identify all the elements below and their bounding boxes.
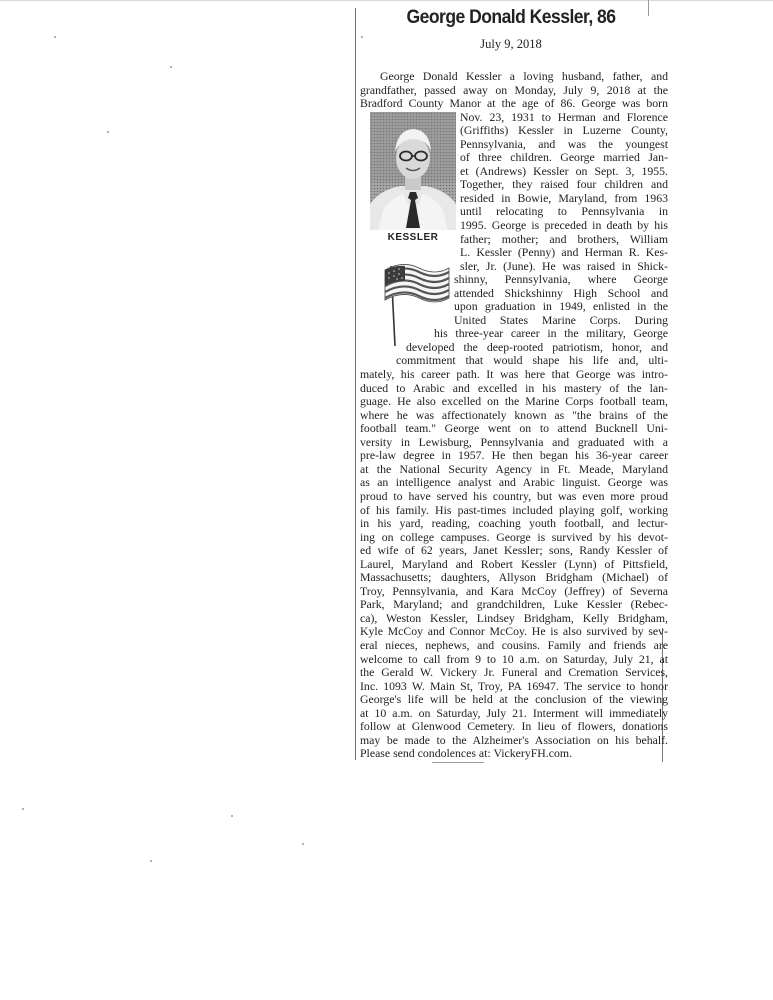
body-line: guage. He also excelled on the Marine Corps football team,: [360, 394, 668, 409]
body-line: at 10 a.m. on Saturday, July 21. Interment will immediately: [360, 705, 668, 720]
body-line: may be made to the Alzheimer's Association on his behalf.: [360, 732, 668, 747]
body-line: George's life will be held at the conclusion of the viewing: [360, 692, 668, 707]
body-line: his three-year career in the military, George: [434, 326, 668, 341]
body-line: the Gerald W. Vickery Jr. Funeral and Cremation Services,: [360, 665, 668, 680]
body-line: follow at Glenwood Cemetery. In lieu of flowers, donations: [360, 719, 668, 734]
photo-caption: KESSLER: [387, 232, 439, 243]
scan-speck: [231, 815, 233, 817]
scan-speck: [302, 843, 304, 845]
body-line: shinny, Pennsylvania, where George: [454, 272, 668, 287]
body-line: sler, Jr. (June). He was raised in Shick-: [460, 258, 668, 273]
body-line: pre-law degree in 1957. He then began his 36-year career: [360, 448, 668, 463]
scan-speck: [150, 860, 152, 862]
body-line: welcome to call from 9 to 10 a.m. on Saturday, July 21, at: [360, 651, 668, 666]
scan-speck: [361, 36, 363, 38]
body-line: in his yard, reading, coaching youth football, and lectur-: [360, 516, 668, 531]
scan-speck: [107, 131, 109, 133]
body-line: where he was affectionately known as "the brains of the: [360, 407, 668, 422]
body-line: Together, they raised four children and: [460, 177, 668, 192]
body-line: mately, his career path. It was here that George was intro-: [360, 367, 668, 382]
scan-speck: [54, 36, 56, 38]
clipping-bottom-rule: [432, 762, 484, 763]
body-line: upon graduation in 1949, enlisted in the: [454, 299, 668, 314]
body-line: until relocating to Pennsylvania in: [460, 204, 668, 219]
obituary-date: July 9, 2018: [480, 37, 542, 51]
body-line: commitment that would shape his life and, ulti-: [396, 353, 668, 368]
body-line: (Griffiths) Kessler in Luzerne County,: [460, 123, 668, 138]
body-line: Kyle McCoy and Connor McCoy. He is also survived by sev-: [360, 624, 668, 639]
body-line: versity in Lewisburg, Pennsylvania and graduated with a: [360, 434, 668, 449]
body-line: eral nieces, nephews, and cousins. Family and friends are: [360, 637, 668, 652]
clipping-left-rule: [355, 8, 356, 760]
body-line: United States Marine Corps. During: [454, 312, 668, 327]
body-line: attended Shickshinny High School and: [454, 285, 668, 300]
body-line: proud to have served his country, but was even more proud: [360, 488, 668, 503]
body-line: Nov. 23, 1931 to Herman and Florence: [460, 109, 668, 124]
scan-edge: [0, 0, 773, 1]
body-line: as an intelligence analyst and Arabic linguist. George was: [360, 475, 668, 490]
body-line: Inc. 1093 W. Main St, Troy, PA 16947. The service to honor: [360, 678, 668, 693]
body-line: Bradford County Manor at the age of 86. George was born: [360, 96, 668, 111]
body-line: 1995. George is preceded in death by his: [460, 218, 668, 233]
body-line: ed wife of 62 years, Janet Kessler; sons, Randy Kessler of: [360, 543, 668, 558]
body-line: ing on college campuses. George is survived by his devot-: [360, 529, 668, 544]
body-line: Park, Maryland; and grandchildren, Luke Kessler (Rebec-: [360, 597, 668, 612]
body-line: Massachusetts; daughters, Allyson Bridgham (Michael) of: [360, 570, 668, 585]
body-line: resided in Bowie, Maryland, from 1963: [460, 190, 668, 205]
body-line: George Donald Kessler a loving husband, father, and: [380, 69, 668, 83]
body-line: football team." George went on to attend Bucknell Uni-: [360, 421, 668, 436]
body-line: of his family. His past-times included playing golf, working: [360, 502, 668, 517]
body-line: Please send condolences at: VickeryFH.com.: [360, 746, 573, 761]
scan-speck: [170, 66, 172, 68]
body-line: ca), Weston Kessler, Lindsey Bridgham, Kelly Bridgham,: [360, 610, 668, 625]
obituary-body: [360, 70, 668, 761]
body-line: father; mother; and brothers, William: [460, 231, 668, 246]
body-line: grandfather, passed away on Monday, July 9, 2018 at the: [360, 82, 668, 97]
body-line: Pennsylvania, and was the youngest: [460, 136, 668, 151]
body-line: L. Kessler (Penny) and Herman R. Kes-: [460, 245, 668, 260]
scan-speck: [22, 808, 24, 810]
obituary-headline: George Donald Kessler, 86: [406, 6, 616, 28]
body-line: Laurel, Maryland and Robert Kessler (Lynn) of Pittsfield,: [360, 556, 668, 571]
body-line: et (Andrews) Kessler on Sept. 3, 1955.: [460, 163, 668, 178]
body-line: at the National Security Agency in Ft. Meade, Maryland: [360, 461, 668, 476]
body-line: duced to Arabic and excelled in his mastery of the lan-: [360, 380, 668, 395]
body-line: of three children. George married Jan-: [460, 150, 668, 165]
body-line: developed the deep-rooted patriotism, honor, and: [406, 339, 668, 354]
body-line: Troy, Pennsylvania, and Kara McCoy (Jeffrey) of Severna: [360, 583, 668, 598]
